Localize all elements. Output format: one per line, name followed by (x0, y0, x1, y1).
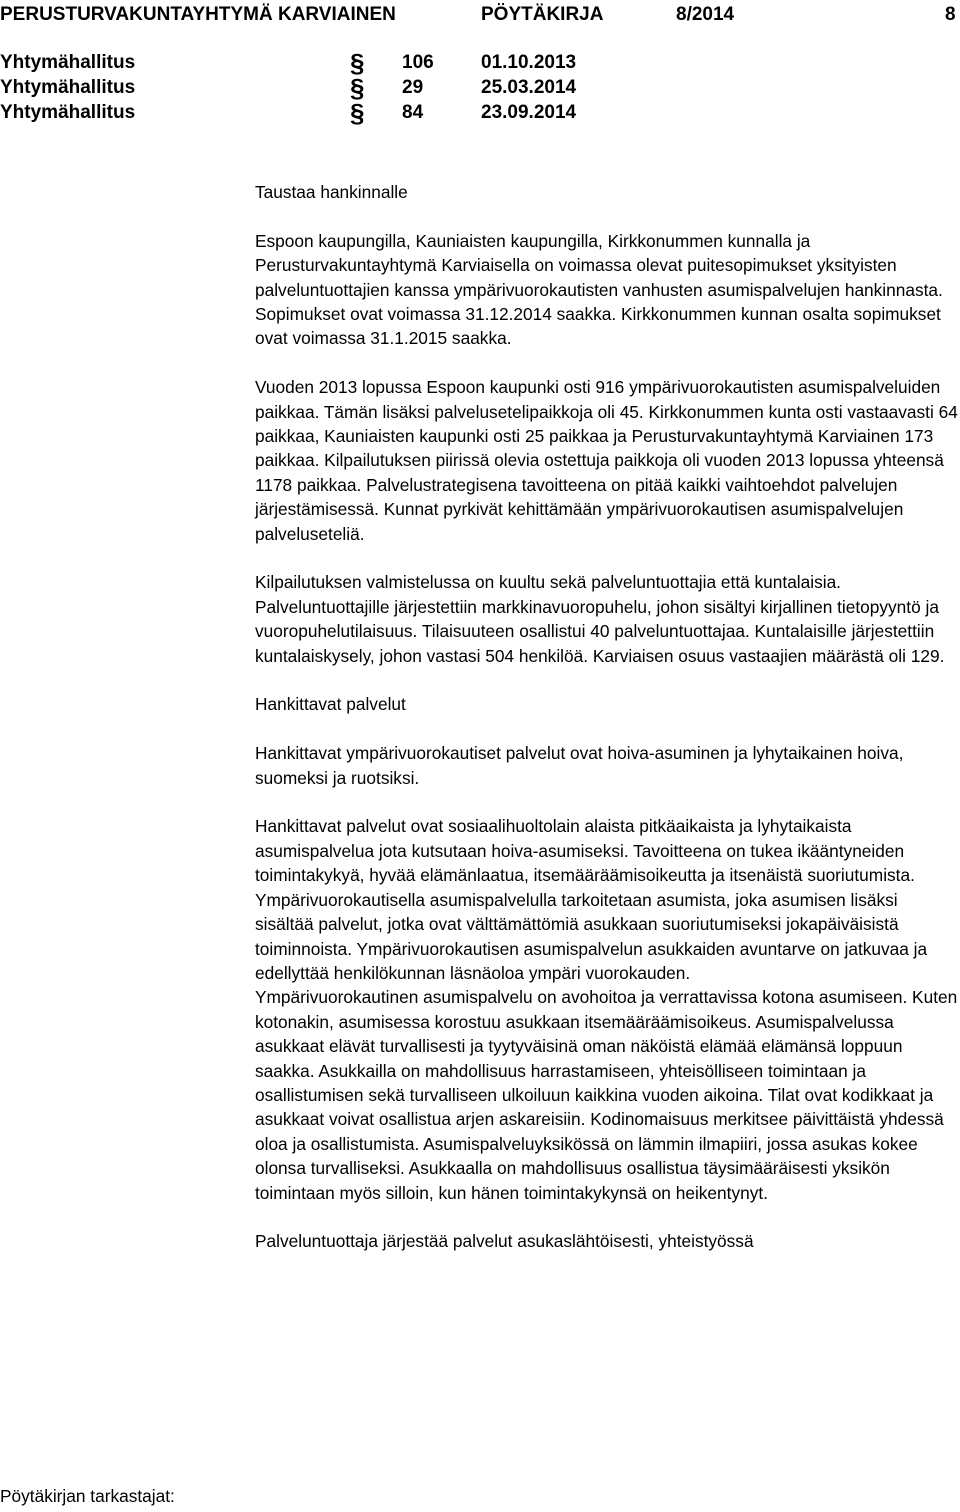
section-number: 84 (402, 102, 424, 123)
section-symbol: § (350, 48, 365, 78)
meeting-body: Yhtymähallitus (0, 77, 136, 98)
paragraph-purchased-places: Vuoden 2013 lopussa Espoon kaupunki osti 916 ympärivuorokautisten asumispalveluiden paikkaa. Tämän lisäksi palvelusetelipaikkoja oli 45. Kirkkonummen kunta osti vastaavasti 64 paikkaa, Kauniaisten kaupunki osti 25 paikkaa ja Perusturvakuntayhtymä Karviainen 173 paikkaa. Kilpailutuksen piirissä olevia ostettuja paikkoja oli vuoden 2013 lopussa yhteensä 1178 paikkaa. Palvelustrategisena tavoitteena on pitää kaikki vaihtoehdot palvelujen järjestämisessä. Kunnat pyrkivät kehittämään ympärivuorokautisen asumispalvelujen palveluseteliä. (255, 377, 958, 544)
paragraph-consultation: Kilpailutuksen valmistelussa on kuultu sekä palveluntuottajia että kuntalaisia. Palveluntuottajille järjestettiin markkinavuoropuhelu, johon sisältyi kirjallinen tietopyyntö ja vuoropuhelutilaisuus. Tilaisuuteen osallistui 40 palveluntuottajaa. Kuntalaisille järjestettiin kuntalaiskysely, johon vastasi 504 henkilöä. Karviaisen osuus vastaajien määrästä oli 129. (255, 572, 945, 666)
meeting-reference-row (0, 73, 960, 103)
meeting-date: 23.09.2014 (481, 102, 577, 123)
meeting-reference-row (0, 48, 960, 78)
reviewers-label: Pöytäkirjan tarkastajat: (0, 1486, 175, 1506)
section-symbol: § (350, 73, 365, 103)
document-body (255, 180, 959, 1254)
page-number: 8 (945, 4, 956, 25)
document-type: PÖYTÄKIRJA (481, 4, 604, 25)
paragraph-services-description: Hankittavat palvelut ovat sosiaalihuoltolain alaista pitkäaikaista ja lyhytaikaista asumispalvelua jota kutsutaan hoiva-asumiseksi. Tavoitteena on tukea ikääntyneiden toimintakykyä, hyvää elämänlaatua, itsemääräämisoikeutta ja itsenäistä suoriutumista. Ympärivuorokautisella asumispalvelulla tarkoitetaan asumista, joka asumisen lisäksi sisältää palvelut, jotka ovat välttämättömiä asukkaan suoriutumiseksi jokapäiväisistä toiminnoista. Ympärivuorokautisen asumispalvelun asukkaiden avuntarve on jatkuvaa ja edellyttää henkilökunnan läsnäoloa ympäri vuorokauden. (255, 816, 928, 983)
section-number: 29 (402, 77, 424, 98)
organization-name: PERUSTURVAKUNTAYHTYMÄ KARVIAINEN (0, 4, 396, 25)
section-heading-services: Hankittavat palvelut (255, 694, 406, 715)
section-symbol: § (350, 98, 365, 128)
meeting-body: Yhtymähallitus (0, 52, 136, 73)
paragraph-agreements: Espoon kaupungilla, Kauniaisten kaupungilla, Kirkkonummen kunnalla ja Perusturvakuntayhtymä Karviaisella on voimassa olevat puitesopimukset yksityisten palveluntuottajien kanssa ympärivuorokautisten vanhusten asumispalvelujen hankinnasta. Sopimukset ovat voimassa 31.12.2014 saakka. Kirkkonummen kunnan osalta sopimukset ovat voimassa 31.1.2015 saakka. (255, 230, 943, 349)
section-number: 106 (402, 52, 434, 73)
meeting-body: Yhtymähallitus (0, 102, 136, 123)
paragraph-provider: Palveluntuottaja järjestää palvelut asukaslähtöisesti, yhteistyössä (255, 1231, 754, 1252)
meeting-date: 25.03.2014 (481, 77, 577, 98)
document-number: 8/2014 (676, 4, 735, 25)
meeting-date: 01.10.2013 (481, 52, 577, 73)
paragraph-services-overview: Hankittavat ympärivuorokautiset palvelut ovat hoiva-asuminen ja lyhytaikainen hoiva, suomeksi ja ruotsiksi. (255, 743, 904, 788)
meeting-reference-row (0, 98, 960, 128)
section-heading-background: Taustaa hankinnalle (255, 182, 408, 202)
paragraph-living-environment: Ympärivuorokautinen asumispalvelu on avohoitoa ja verrattavissa kotona asumiseen. Kuten kotonakin, asumisessa korostuu asukkaan itsemääräämisoikeus. Asumispalvelussa asukkaat elävät turvallisesti ja tyytyväisinä oman näköistä elämää elämänsä loppuun saakka. Asukkailla on mahdollisuus harrastamiseen, yhteisölliseen toimintaan ja osallistumisen sekä turvalliseen ulkoiluun kaikkina vuoden aikoina. Tilat ovat kodikkaat ja asukkaat voivat osallistua arjen askareisiin. Kodinomaisuus merkitsee päivittäistä yhdessä oloa ja osallistumista. Asumispalveluyksikössä on lämmin ilmapiiri, jossa asukas kokee olonsa turvalliseksi. Asukkaalla on mahdollisuus osallistua täysimääräisesti yksikön toimintaan myös silloin, kun hänen toimintakykynsä on heikentynyt. (255, 987, 958, 1203)
document-header (0, 3, 960, 27)
